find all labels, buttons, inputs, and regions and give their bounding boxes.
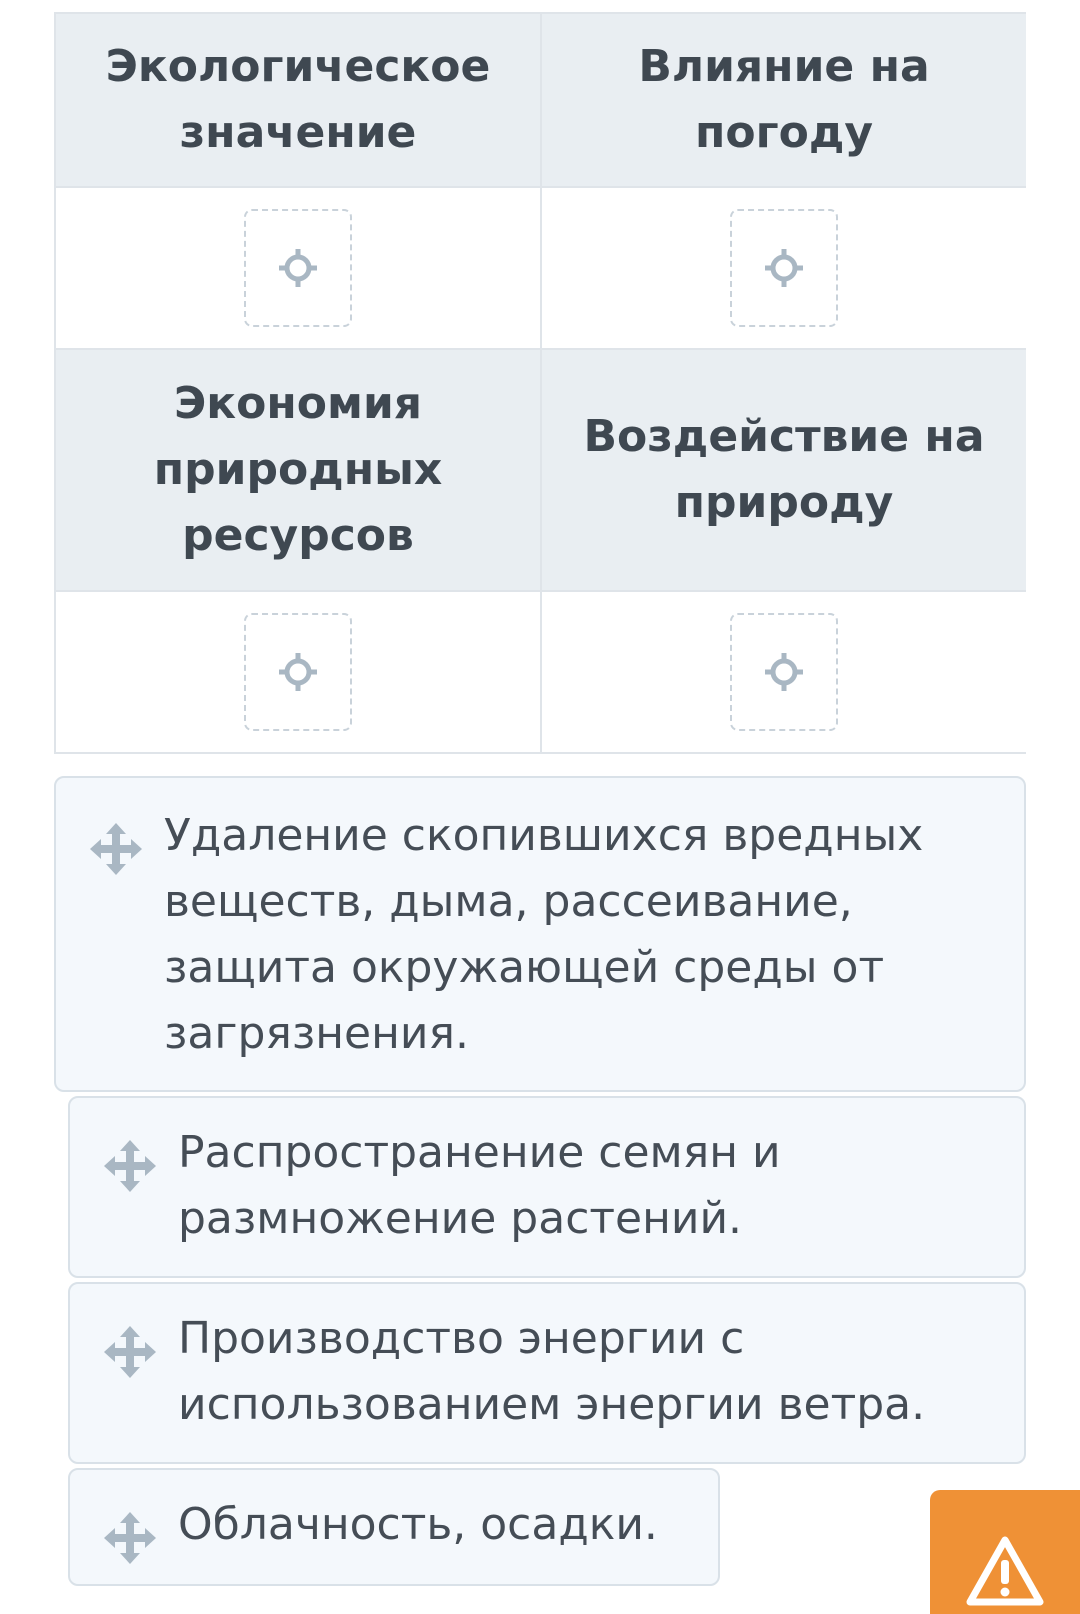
move-arrows-icon <box>90 823 142 875</box>
move-arrows-icon <box>104 1140 156 1192</box>
category-header-nature: Воздействие на природу <box>542 350 1026 590</box>
drag-option-card[interactable] <box>68 1282 1026 1464</box>
crosshair-target-icon <box>276 246 320 290</box>
drop-slot[interactable] <box>244 209 352 327</box>
option-text: Облачность, осадки. <box>178 1499 658 1550</box>
drag-option-card[interactable] <box>54 776 1026 1092</box>
category-header-weather: Влияние на погоду <box>542 14 1026 186</box>
move-arrows-icon <box>104 1326 156 1378</box>
drop-cell-ecological[interactable] <box>56 188 540 348</box>
drop-cell-nature[interactable] <box>542 592 1026 752</box>
category-header-resources: Экономия природных ресурсов <box>56 350 540 590</box>
report-button[interactable] <box>930 1490 1080 1614</box>
crosshair-target-icon <box>762 650 806 694</box>
drag-option-card[interactable] <box>68 1096 1026 1278</box>
category-header-ecological: Экологическое значение <box>56 14 540 186</box>
crosshair-target-icon <box>276 650 320 694</box>
option-text: Удаление скопившихся вредных веществ, дыма, рассеивание, защита окружающей среды от загрязнения. <box>164 810 924 1059</box>
drop-slot[interactable] <box>730 209 838 327</box>
drag-option-card[interactable] <box>68 1468 720 1586</box>
classification-table <box>54 12 1026 754</box>
option-text: Производство энергии с использованием энергии ветра. <box>178 1313 926 1430</box>
drop-slot[interactable] <box>730 613 838 731</box>
drop-slot[interactable] <box>244 613 352 731</box>
drop-cell-resources[interactable] <box>56 592 540 752</box>
option-text: Распространение семян и размножение растений. <box>178 1127 781 1244</box>
crosshair-target-icon <box>762 246 806 290</box>
warning-triangle-icon <box>964 1534 1046 1608</box>
drop-cell-weather[interactable] <box>542 188 1026 348</box>
move-arrows-icon <box>104 1512 156 1564</box>
